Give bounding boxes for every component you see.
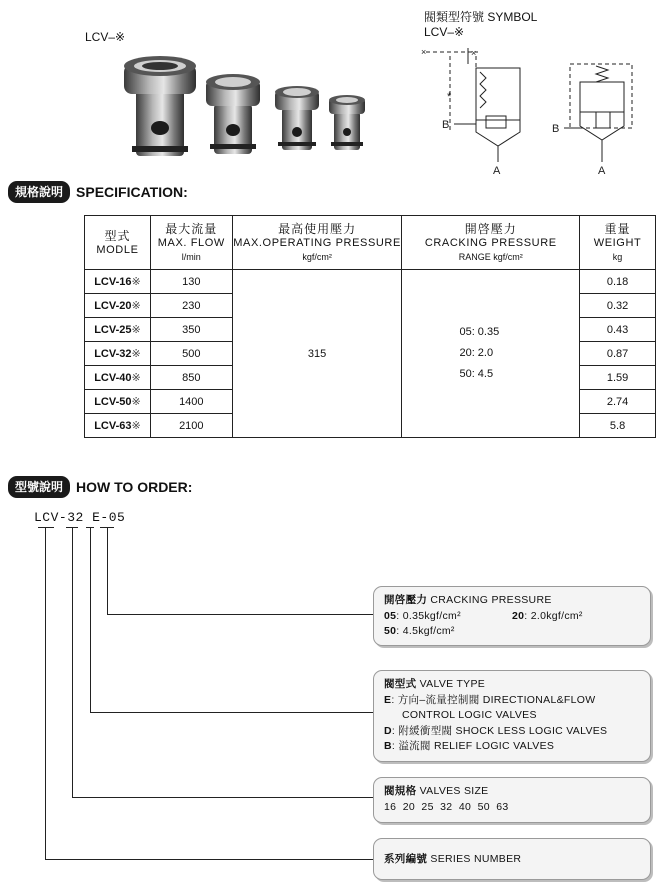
spec-table <box>84 215 656 438</box>
symbol-title: 閥類型符號 SYMBOL <box>424 10 538 24</box>
valve-size-box: 閥規格 VALVES SIZE 16 20 25 32 40 50 63 <box>373 777 651 823</box>
flow-cell: 230 <box>150 294 232 318</box>
connector-type <box>90 712 373 713</box>
model-cell: LCV-20※ <box>85 294 151 318</box>
symbol-subtitle: LCV–※ <box>424 25 465 39</box>
cracking-cell: 05: 0.35 20: 2.0 50: 4.5 <box>402 270 580 438</box>
order-pill: 型號說明 <box>8 476 70 498</box>
connector-cracking <box>107 527 108 615</box>
spec-header-row <box>85 216 656 270</box>
product-model-label: LCV–※ <box>85 30 126 44</box>
valve-small <box>275 86 319 150</box>
flow-cell: 350 <box>150 318 232 342</box>
model-cell: LCV-50※ <box>85 390 151 414</box>
symbol-star-label: * <box>447 91 452 103</box>
spec-title: SPECIFICATION: <box>76 184 188 200</box>
connector-type <box>90 527 91 713</box>
col-pressure: 最高使用壓力 MAX.OPERATING PRESSURE kgf/cm² <box>232 216 402 270</box>
col-cracking: 開啓壓力 CRACKING PRESSURE RANGE kgf/cm² <box>402 216 580 270</box>
order-section-header <box>8 476 192 498</box>
model-cell: LCV-25※ <box>85 318 151 342</box>
pressure-cell: 315 <box>232 270 402 438</box>
symbol-right-b-label: B <box>552 123 560 135</box>
connector-series <box>45 527 46 860</box>
weight-cell: 0.18 <box>580 270 656 294</box>
order-title: HOW TO ORDER: <box>76 479 193 495</box>
flow-cell: 850 <box>150 366 232 390</box>
col-weight: 重量 WEIGHT kg <box>580 216 656 270</box>
model-cell: LCV-16※ <box>85 270 151 294</box>
valve-type-box: 閥型式 VALVE TYPE E: 方向–流量控制閥 DIRECTIONAL&FLOW CONTROL LOGIC VALVES D: 附緩衝型閥 SHOCK LESS LOGIC VALVES B: 溢流閥 RELIEF LOGIC VALVES <box>373 670 651 762</box>
valve-medium <box>206 74 260 154</box>
product-photo <box>118 50 370 162</box>
symbol-left-a-label: A <box>493 165 501 177</box>
connector-series <box>38 527 54 528</box>
valve-smallest <box>329 95 365 150</box>
table-row <box>85 270 656 294</box>
valve-symbol-diagrams <box>420 42 660 177</box>
col-model: 型式 MODLE <box>85 216 151 270</box>
cracking-pressure-box: 開啓壓力 CRACKING PRESSURE 05: 0.35kgf/cm² 20: 2.0kgf/cm² 50: 4.5kgf/cm² <box>373 586 651 646</box>
flow-cell: 1400 <box>150 390 232 414</box>
valve-large <box>124 56 196 156</box>
flow-cell: 500 <box>150 342 232 366</box>
svg-text:×: × <box>421 47 427 57</box>
model-cell: LCV-40※ <box>85 366 151 390</box>
weight-cell: 0.43 <box>580 318 656 342</box>
symbol-right-a-label: A <box>598 165 606 177</box>
weight-cell: 2.74 <box>580 390 656 414</box>
flow-cell: 2100 <box>150 414 232 438</box>
connector-series <box>45 859 373 860</box>
weight-cell: 0.87 <box>580 342 656 366</box>
model-cell: LCV-63※ <box>85 414 151 438</box>
spec-section-header <box>8 181 188 203</box>
order-code-example: LCV-32 E-05 <box>34 510 126 525</box>
weight-cell: 0.32 <box>580 294 656 318</box>
connector-size <box>72 797 373 798</box>
model-cell: LCV-32※ <box>85 342 151 366</box>
connector-cracking <box>107 614 373 615</box>
flow-cell: 130 <box>150 270 232 294</box>
spec-pill: 規格說明 <box>8 181 70 203</box>
col-flow: 最大流量 MAX. FLOW l/min <box>150 216 232 270</box>
connector-size <box>72 527 73 798</box>
weight-cell: 1.59 <box>580 366 656 390</box>
series-number-box: 系列編號 SERIES NUMBER <box>373 838 651 880</box>
svg-text:×: × <box>471 48 477 58</box>
weight-cell: 5.8 <box>580 414 656 438</box>
symbol-left-b-label: B <box>442 119 450 131</box>
